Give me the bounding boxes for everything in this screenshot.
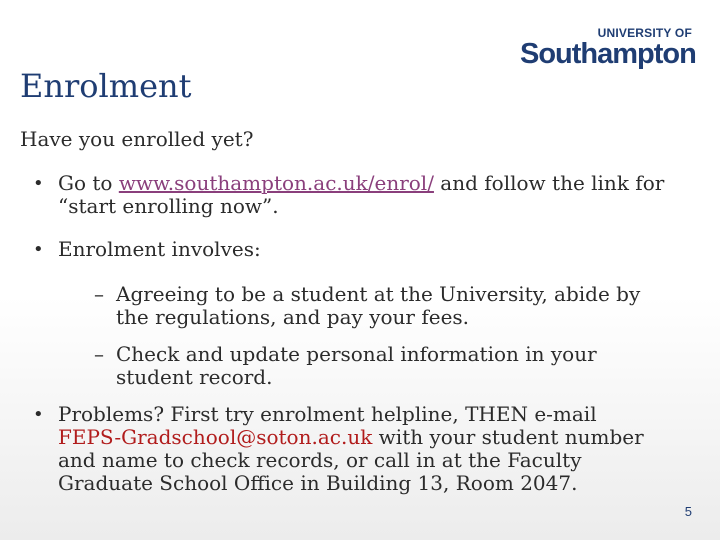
sub1-text: Agreeing to be a student at the University, abide by the regulations, and pay your fees.: [116, 282, 641, 329]
item3-before: Problems? First try enrolment helpline, THEN e-mail: [58, 402, 597, 426]
bullet-item-problems: [33, 402, 648, 495]
bullet-item-enrolment-involves: [33, 237, 668, 261]
item1-before: Go to: [58, 171, 119, 195]
logo-main-text: Southampton: [520, 38, 696, 70]
item2-text: Enrolment involves:: [58, 237, 261, 261]
bullet-icon: •: [33, 404, 44, 425]
item1-after: and follow the link for “start enrolling now”.: [58, 171, 665, 218]
bullet-icon: •: [33, 173, 44, 194]
gradschool-email-link[interactable]: FEPS-Gradschool@soton.ac.uk: [58, 425, 373, 449]
sub-item-agreeing: [94, 282, 676, 329]
sub-item-check-update: [94, 342, 676, 389]
intro-text: Have you enrolled yet?: [20, 127, 254, 151]
item3-after: with your student number and name to check records, or call in at the Faculty Graduate School Office in Building 13, Room 2047.: [58, 425, 644, 495]
bullet-icon: •: [33, 239, 44, 260]
sub2-text: Check and update personal information in your student record.: [116, 342, 597, 389]
dash-icon: –: [94, 342, 104, 366]
slide-title: Enrolment: [20, 67, 192, 105]
dash-icon: –: [94, 282, 104, 306]
logo-top-text: UNIVERSITY OF: [597, 26, 692, 40]
page-number: 5: [684, 504, 692, 519]
enrol-link[interactable]: www.southampton.ac.uk/enrol/: [118, 171, 434, 195]
bullet-item-go-to: [33, 171, 668, 218]
university-logo: [520, 26, 696, 70]
